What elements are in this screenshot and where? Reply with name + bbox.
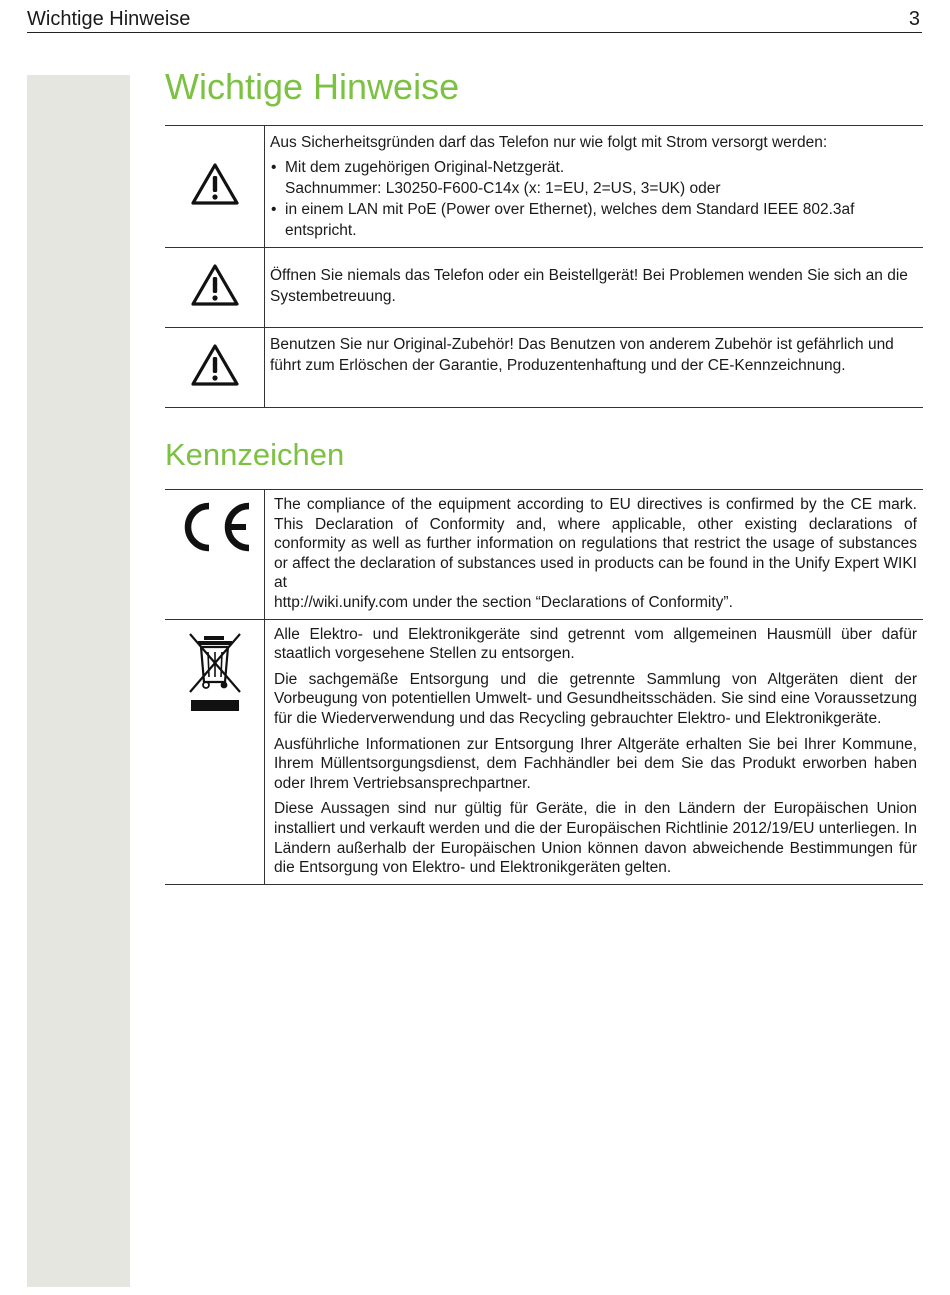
mark-text-cell [265, 619, 924, 884]
note-text-cell [265, 248, 924, 328]
mark-row-ce [165, 490, 923, 620]
list-item [270, 199, 917, 241]
safety-note-row [165, 126, 923, 248]
running-header [27, 6, 922, 33]
note-intro-text: Aus Sicherheitsgründen darf das Telefon nur wie folgt mit Strom versorgt werden: [270, 134, 828, 151]
warning-triangle-icon [190, 162, 240, 206]
ce-wiki-link-text: http://wiki.unify.com under the section “Declarations of Conformity”. [274, 593, 733, 611]
page-number: 3 [908, 8, 920, 30]
note-text-cell [265, 328, 924, 408]
crossed-out-bin-icon [184, 630, 246, 714]
safety-note-row [165, 248, 923, 328]
mark-text-cell [265, 490, 924, 620]
power-supply-list [270, 157, 917, 241]
list-item-line: • Mit dem zugehörigen Original-Netzgerät. [285, 159, 565, 176]
list-item-line: Sachnummer: L30250-F600-C14x (x: 1=EU, 2=US, 3=UK) oder [285, 180, 721, 197]
mark-row-weee [165, 619, 923, 884]
note-icon-cell [165, 126, 265, 248]
marks-table [165, 489, 923, 885]
list-item [270, 157, 917, 199]
note-icon-cell [165, 328, 265, 408]
weee-paragraph: Alle Elektro- und Elektronikgeräte sind getrennt vom allgemeinen Hausmüll über dafür staatlich vorgesehene Stellen zu entsorgen. [274, 625, 917, 663]
note-text-cell [265, 126, 924, 248]
section-title-marks: Kennzeichen [165, 437, 345, 472]
ce-mark-icon [176, 499, 254, 555]
weee-paragraph: Diese Aussagen sind nur gültig für Geräte, die in den Ländern der Europäischen Union installiert und verkauft werden und die der Europäischen Richtlinie 2012/19/EU unterliegen. In Ländern außerhalb der Europäischen Union können davon abweichende Bestimmungen für die Entsorgung von Elektro- und Elektronikgeräten gelten. [274, 800, 917, 877]
safety-notes-table [165, 125, 923, 408]
weee-paragraph: Ausführliche Informationen zur Entsorgung Ihrer Altgeräte erhalten Sie bei Ihrer Kommune, Ihrem Müllentsorgungsdienst, dem Fachhändler bei dem Sie das Produkt erworben haben oder Ihrem Vertriebsansprechpartner. [274, 735, 917, 792]
section-title-important-notes: Wichtige Hinweise [165, 66, 460, 107]
side-margin-bar [27, 75, 130, 1287]
warning-triangle-icon [190, 343, 240, 387]
mark-icon-cell [165, 619, 265, 884]
running-header-title: Wichtige Hinweise [27, 8, 191, 30]
ce-compliance-text: The compliance of the equipment according to EU directives is confirmed by the CE mark. This Declaration of Conformity and, where applicable, other existing declarations of conformity as well as further information on regulations that restrict the usage of substances or affect the declaration of substances used in products can be found in the Unify Expert WIKI at [274, 496, 917, 592]
safety-note-row [165, 328, 923, 408]
note-icon-cell [165, 248, 265, 328]
note-text: Öffnen Sie niemals das Telefon oder ein Beistellgerät! Bei Problemen wenden Sie sich an die Systembetreuung. [270, 266, 908, 305]
warning-triangle-icon [190, 263, 240, 307]
mark-icon-cell [165, 490, 265, 620]
note-text: Benutzen Sie nur Original-Zubehör! Das Benutzen von anderem Zubehör ist gefährlich und führt zum Erlöschen der Garantie, Produzentenhaftung und der CE-Kennzeichnung. [270, 336, 894, 374]
list-item-line: • in einem LAN mit PoE (Power over Ethernet), welches dem Standard IEEE 802.3af entspricht. [285, 201, 855, 239]
weee-paragraph: Die sachgemäße Entsorgung und die getrennte Sammlung von Altgeräten dient der Vorbeugung von potentiellen Umwelt- und Gesundheitsschäden. Sie sind eine Voraussetzung für die Wiederverwendung und das Recycling gebrauchter Elektro- und Elektronikgeräte. [274, 670, 917, 727]
